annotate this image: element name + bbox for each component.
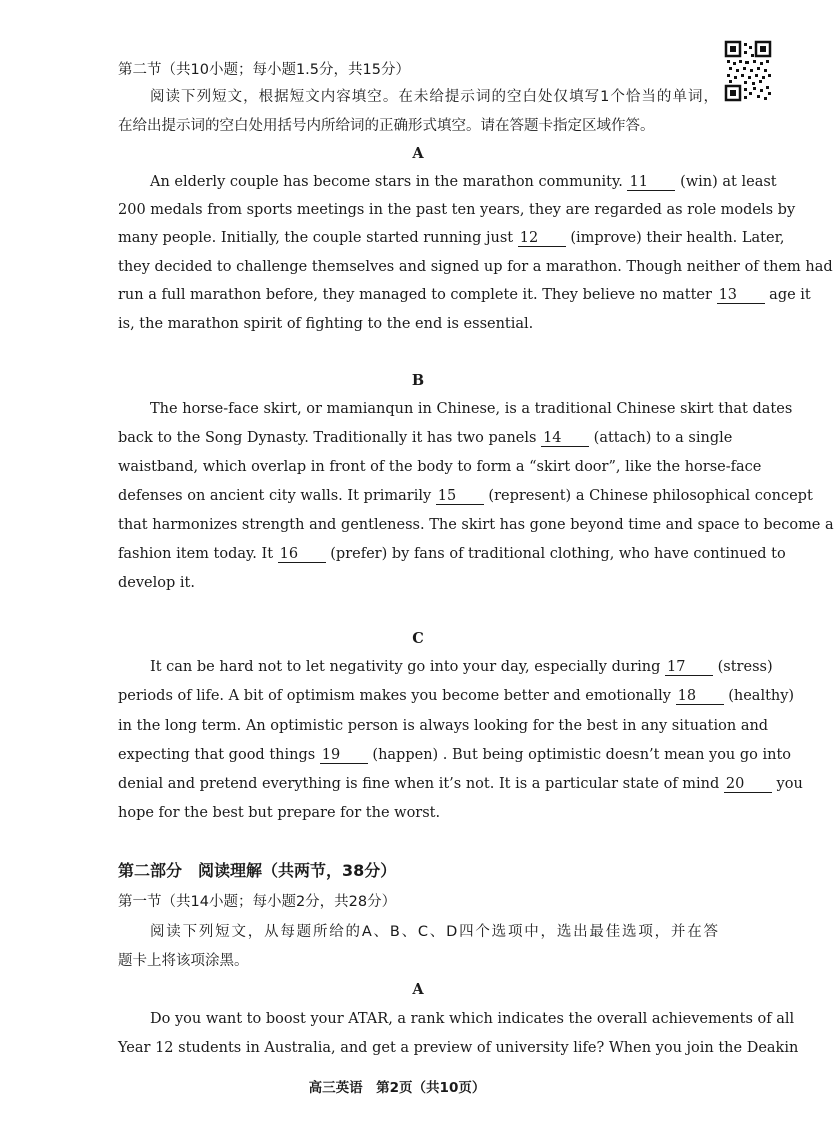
blank-15[interactable]: 15	[436, 488, 484, 505]
passage-c-line-2: periods of life. A bit of optimism makes you become better and emotionally 18 (healthy)	[118, 688, 795, 704]
passage-c-line-5: denial and pretend everything is fine when it’s not. It is a particular state of mind 20 you	[118, 776, 803, 792]
blank-13[interactable]: 13	[717, 287, 765, 304]
passage-b-line-3: waistband, which overlap in front of the body to form a “skirt door”, like the horse-face	[118, 459, 762, 475]
blank-11[interactable]: 11	[627, 174, 675, 191]
blank-14[interactable]: 14	[541, 430, 589, 447]
part-2-passage-a-line-2: Year 12 students in Australia, and get a preview of university life? When you join the Deakin	[118, 1040, 799, 1056]
passage-a-line-3: many people. Initially, the couple started running just 12 (improve) their health. Later,	[118, 230, 785, 246]
page-footer: 高三英语 第2页（共10页）	[308, 1080, 486, 1096]
passage-a-line-4: they decided to challenge themselves and signed up for a marathon. Though neither of them had	[118, 259, 833, 275]
blank-16[interactable]: 16	[278, 546, 326, 563]
passage-b-label: B	[411, 372, 425, 389]
part-2-instructions-line-1: 阅读下列短文，从每题所给的A、B、C、D四个选项中，选出最佳选项，并在答	[150, 924, 718, 940]
blank-20[interactable]: 20	[724, 776, 772, 793]
passage-b-line-5: that harmonizes strength and gentleness. The skirt has gone beyond time and space to become a	[118, 517, 834, 533]
passage-a-label: A	[412, 145, 424, 162]
passage-a-line-6: is, the marathon spirit of fighting to the end is essential.	[118, 316, 534, 332]
passage-c-line-1: It can be hard not to let negativity go into your day, especially during 17 (stress)	[150, 659, 773, 675]
instructions-line-1: 阅读下列短文，根据短文内容填空。在未给提示词的空白处仅填写1个恰当的单词，	[150, 89, 718, 105]
blank-19[interactable]: 19	[320, 747, 368, 764]
passage-b-line-4: defenses on ancient city walls. It primarily 15 (represent) a Chinese philosophical concept	[118, 488, 813, 504]
part-2-passage-a-line-1: Do you want to boost your ATAR, a rank which indicates the overall achievements of all	[150, 1011, 795, 1027]
passage-b-line-7: develop it.	[118, 575, 195, 591]
instructions-line-2: 在给出提示词的空白处用括号内所给词的正确形式填空。请在答题卡指定区域作答。	[118, 118, 655, 134]
qr-code-icon	[724, 40, 772, 102]
part-2-passage-a-label: A	[412, 981, 424, 998]
part-2-header: 第二部分 阅读理解（共两节，38分）	[118, 861, 397, 880]
passage-c-line-6: hope for the best but prepare for the worst.	[118, 805, 441, 821]
section-header: 第二节（共10小题；每小题1.5分，共15分）	[118, 62, 410, 78]
passage-a-line-5: run a full marathon before, they managed to complete it. They believe no matter 13 age it	[118, 287, 811, 303]
blank-12[interactable]: 12	[518, 230, 566, 247]
part-2-instructions-line-2: 题卡上将该项涂黑。	[118, 953, 249, 969]
passage-a-line-2: 200 medals from sports meetings in the past ten years, they are regarded as role models by	[118, 202, 796, 218]
passage-a-line-1: An elderly couple has become stars in the marathon community. 11 (win) at least	[150, 174, 777, 190]
passage-b-line-1: The horse-face skirt, or mamianqun in Chinese, is a traditional Chinese skirt that dates	[150, 401, 793, 417]
blank-18[interactable]: 18	[676, 688, 724, 705]
passage-c-label: C	[412, 630, 424, 647]
blank-17[interactable]: 17	[665, 659, 713, 676]
passage-c-line-3: in the long term. An optimistic person is always looking for the best in any situation and	[118, 718, 769, 734]
passage-b-line-2: back to the Song Dynasty. Traditionally it has two panels 14 (attach) to a single	[118, 430, 733, 446]
passage-b-line-6: fashion item today. It 16 (prefer) by fans of traditional clothing, who have continued to	[118, 546, 786, 562]
passage-c-line-4: expecting that good things 19 (happen) . But being optimistic doesn’t mean you go into	[118, 747, 792, 763]
part-2-subheader: 第一节（共14小题；每小题2分，共28分）	[118, 894, 397, 910]
